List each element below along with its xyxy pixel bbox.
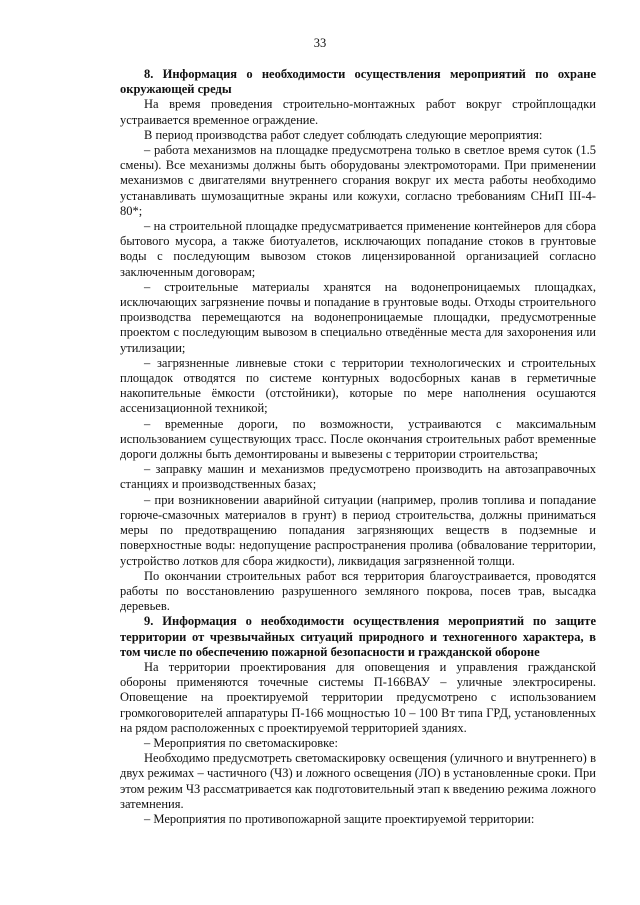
paragraph: По окончании строительных работ вся территория благоустраивается, проводятся работы по восстановлению разрушенного земляного покрова, посев трав, высадка деревьев. [120, 568, 596, 614]
section-heading: 8. Информация о необходимости осуществления мероприятий по охране окружающей среды [120, 67, 596, 97]
paragraph: На время проведения строительно-монтажных работ вокруг стройплощадки устраивается временное ограждение. [120, 97, 596, 127]
paragraph: Необходимо предусмотреть светомаскировку освещения (уличного и внутреннего) в двух режимах – частичного (ЧЗ) и ложного освещения (ЛО) в установленные сроки. При этом режим ЧЗ рассматривается как подготовительный этап к введению режима ложного затемнения. [120, 751, 596, 811]
list-item: – временные дороги, по возможности, устраиваются с максимальным использованием существующих трасс. После окончания строительных работ временные дороги должны быть демонтированы и вывезены с территории строительства; [120, 416, 596, 462]
document-body [120, 67, 596, 827]
paragraph: В период производства работ следует соблюдать следующие мероприятия: [144, 127, 543, 142]
list-item: – загрязненные ливневые стоки с территории технологических и строительных площадок отводятся по системе контурных водосборных канав в герметичные накопительные ёмкости (отстойники), которые по мере наполнения осушаются ассенизационной техникой; [120, 355, 596, 416]
list-item: – Мероприятия по светомаскировке: [144, 735, 338, 750]
list-item: – на строительной площадке предусматривается применение контейнеров для сбора бытового мусора, а также биотуалетов, исключающих попадание стоков в грунтовые воды с последующим вывозом стоков лицензированной организацией согласно заключенным договорам; [120, 219, 596, 279]
paragraph: На территории проектирования для оповещения и управления гражданской обороны применяются точечные системы П-166ВАУ – уличные электросирены. Оповещение на проектируемой территории предусмотрено с использованием громкоговорителей аппаратуры П-166 мощностью 10 – 100 Вт типа ГРД, установленных на рядом расположенных с проектируемой территорией зданиях. [120, 659, 596, 735]
section-heading: 9. Информация о необходимости осуществления мероприятий по защите территории от чрезвычайных ситуаций природного и техногенного характера, в том числе по обеспечению пожарной безопасности и гражданской обороне [120, 614, 596, 659]
list-item: – заправку машин и механизмов предусмотрено производить на автозаправочных станциях и производственных базах; [120, 462, 596, 492]
list-item: – Мероприятия по противопожарной защите проектируемой территории: [144, 811, 535, 826]
page-number: 33 [313, 36, 327, 50]
list-item: – при возникновении аварийной ситуации (например, пролив топлива и попадание горюче-смазочных материалов в грунт) в период строительства, должны приниматься меры по предотвращению попадания загрязняющих веществ в подземные и поверхностные воды: недопущение распространения пролива (обвалование территории, устройство лотков для сбора жидкости), ликвидация загрязненной толщи. [120, 492, 596, 568]
list-item: – работа механизмов на площадке предусмотрена только в светлое время суток (1.5 смены). Все механизмы должны быть оборудованы электромоторами. При применении механизмов с двигателями внутреннего сгорания вокруг их места работы необходимо устанавливать шумозащитные экраны или кожухи, согласно требованиям СНиП III-4-80*; [120, 143, 596, 218]
list-item: – строительные материалы хранятся на водонепроницаемых площадках, исключающих загрязнение почвы и попадание в грунтовые воды. Отходы строительного производства перемещаются на водонепроницаемые площадки, предусмотренные проектом с последующим вывозом в специально отведённые места для захоронения или утилизации; [120, 279, 596, 355]
